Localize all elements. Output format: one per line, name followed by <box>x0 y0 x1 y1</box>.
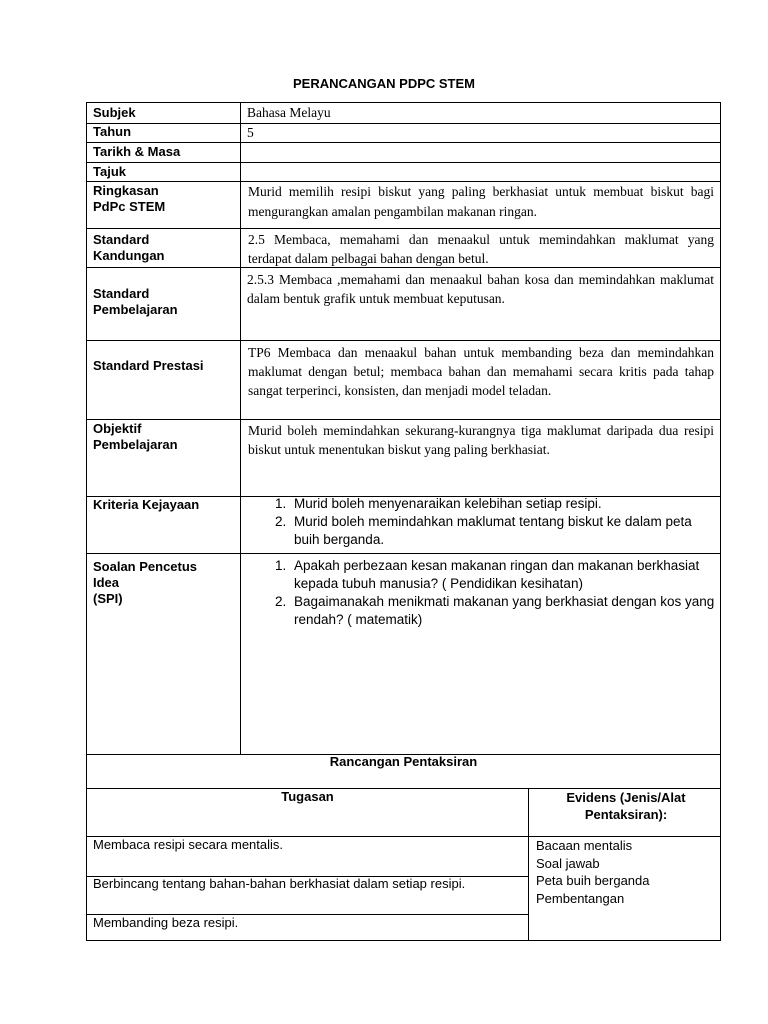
row-tajuk <box>86 162 721 182</box>
spi-list <box>242 557 720 629</box>
evidence-list <box>536 837 649 907</box>
value-ringkasan: Murid memilih resipi biskut yang paling berkhasiat untuk membuat biskut bagi mengurangkan amalan pengambilan makanan ringan. <box>248 184 714 219</box>
list-item: 1. Murid boleh menyenaraikan kelebihan setiap resipi. <box>290 495 720 513</box>
kriteria-list <box>242 495 720 549</box>
value-tahun: 5 <box>247 125 254 140</box>
label-tahun: Tahun <box>93 124 132 139</box>
task-3: Membanding beza resipi. <box>93 915 239 930</box>
label-standard-pembelajaran: Standard Pembelajaran <box>93 286 178 317</box>
tugasan-header: Tugasan <box>281 789 334 804</box>
label-ringkasan: Ringkasan PdPc STEM <box>93 183 166 214</box>
list-item: Pembentangan <box>536 890 625 906</box>
label-standard-prestasi: Standard Prestasi <box>93 358 204 373</box>
value-objektif: Murid boleh memindahkan sekurang-kurangnya tiga maklumat daripada dua resipi biskut untuk menentukan biskut yang paling berkhasiat. <box>248 423 714 457</box>
task-2: Berbincang tentang bahan-bahan berkhasiat dalam setiap resipi. <box>93 876 466 891</box>
value-standard-kandungan: 2.5 Membaca, memahami dan menaakul untuk memindahkan maklumat yang terdapat dalam pelbagai bahan dengan betul. <box>248 232 714 266</box>
label-subjek: Subjek <box>93 105 136 120</box>
row-tarikh <box>86 142 721 163</box>
label-kriteria: Kriteria Kejayaan <box>93 497 200 512</box>
label-tajuk: Tajuk <box>93 164 126 179</box>
label-tarikh: Tarikh & Masa <box>93 144 181 159</box>
row-subjek <box>86 102 721 124</box>
column-divider <box>240 102 241 755</box>
list-item: Peta buih berganda <box>536 873 650 888</box>
assessment-heading: Rancangan Pentaksiran <box>329 754 478 769</box>
list-item: Bacaan mentalis <box>536 838 633 853</box>
list-item: 2. Bagaimanakah menikmati makanan yang berkhasiat dengan kos yang rendah? ( matematik) <box>290 593 720 629</box>
list-item: Soal jawab <box>536 855 600 871</box>
label-spi: Soalan Pencetus Idea (SPI) <box>93 559 198 606</box>
evidens-header: Evidens (Jenis/Alat Pentaksiran): <box>566 790 686 822</box>
list-item: 1. Apakah perbezaan kesan makanan ringan dan makanan berkhasiat kepada tubuh manusia? ( Pendidikan kesihatan) <box>290 557 720 593</box>
value-standard-prestasi: TP6 Membaca dan menaakul bahan untuk membanding beza dan memindahkan maklumat dengan betul; membaca bahan dan memahami secara kritis pada tahap sangat terperinci, konsisten, dan menjadi model teladan. <box>248 345 714 398</box>
page-title: PERANCANGAN PDPC STEM <box>292 76 475 91</box>
task-1: Membaca resipi secara mentalis. <box>93 837 284 852</box>
label-standard-kandungan: Standard Kandungan <box>93 232 165 263</box>
list-item: 2. Murid boleh memindahkan maklumat tentang biskut ke dalam peta buih berganda. <box>290 513 720 549</box>
value-subjek: Bahasa Melayu <box>247 105 331 120</box>
row-tahun <box>86 123 721 143</box>
value-standard-pembelajaran: 2.5.3 Membaca ,memahami dan menaakul bahan kosa dan memindahkan maklumat dalam bentuk grafik untuk membuat keputusan. <box>247 272 714 306</box>
label-objektif: Objektif Pembelajaran <box>93 421 178 452</box>
